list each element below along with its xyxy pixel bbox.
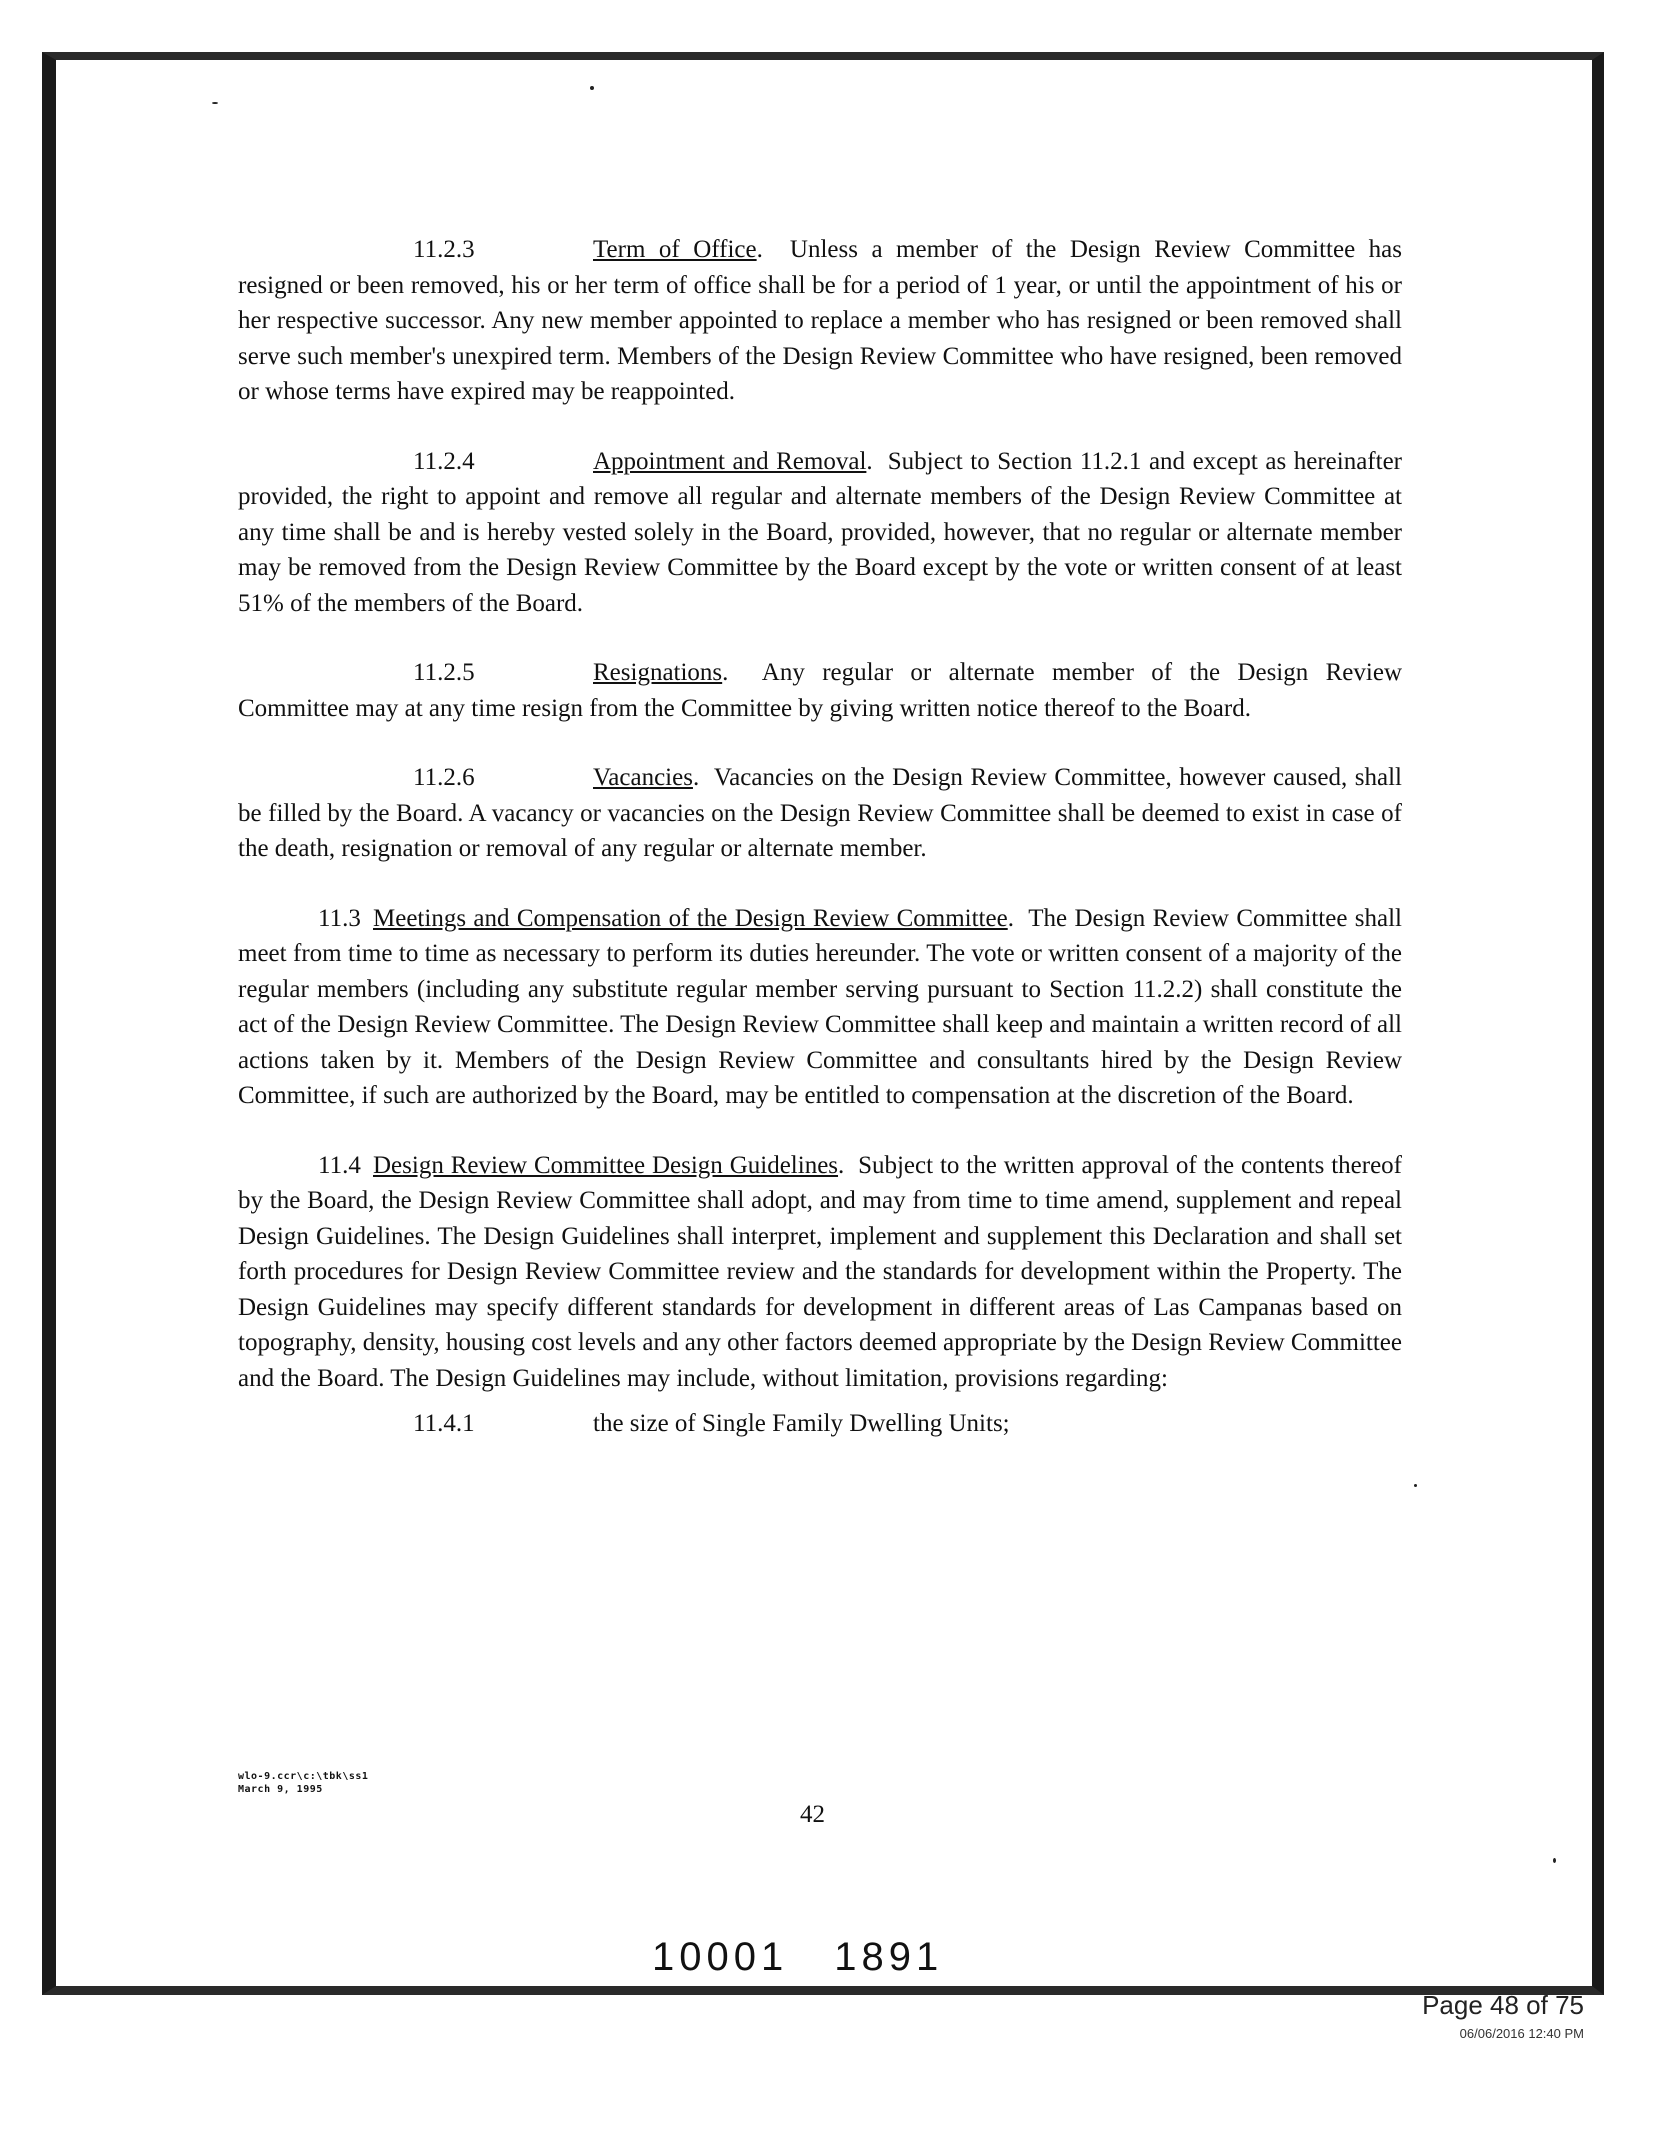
section-body: Vacancies on the Design Review Committee, however caused, shall be filled by the Board. A vacancy or vacancies on the Design Review Committee shall be deemed to exist in case of the death, resignation or removal of any regular or alternate member. [238,764,1402,862]
footer-file-reference [238,1770,368,1796]
section-11-2-3: 11.2.3 Term of Office. Unless a member of the Design Review Committee has resigned or been removed, his or her term of office shall be for a period of 1 year, or until the appointment of his or her respective successor. Any new member appointed to replace a member who has resigned or been removed shall serve such member's unexpired term. Members of the Design Review Committee who have resigned, been removed or whose terms have expired may be reappointed. [238,232,1402,410]
section-body: Subject to Section 11.2.1 and except as hereinafter provided, the right to appoint and remove all regular and alternate members of the Design Review Committee at any time shall be and is hereby vested solely in the Board, provided, however, that no regular or alternate member may be removed from the Design Review Committee by the Board except by the vote or written consent of at least 51% of the members of the Board. [238,447,1402,617]
section-11-4: 11.4 Design Review Committee Design Guidelines. Subject to the written approval of the contents thereof by the Board, the Design Review Committee shall adopt, and may from time to time amend, supplement and repeal Design Guidelines. The Design Guidelines shall interpret, implement and supplement this Declaration and shall set forth procedures for Design Review Committee review and the standards for development within the Property. The Design Guidelines may specify different standards for development in different areas of Las Campanas based on topography, density, housing cost levels and any other factors deemed appropriate by the Design Review Committee and the Board. The Design Guidelines may include, without limitation, provisions regarding: [238,1148,1402,1397]
bates-right: 1891 [834,1935,944,1979]
list-item-text: the size of Single Family Dwelling Units; [593,1410,1010,1437]
footer-date: March 9, 1995 [238,1784,323,1795]
scan-speck [212,102,218,104]
section-number: 11.3 [318,904,361,932]
section-heading: Resignations [593,659,723,686]
section-number: 11.2.4 [413,447,475,475]
section-heading: Design Review Committee Design Guidelines [373,1151,839,1179]
section-heading: Meetings and Compensation of the Design Review Committee [373,904,1008,932]
section-heading: Vacancies [593,764,693,791]
list-item-11-4-1 [238,1406,1402,1442]
viewer-page-indicator: Page 48 of 75 [1422,1990,1584,2020]
scan-speck [1414,1484,1417,1487]
scan-speck [590,86,594,90]
section-heading: Term of Office [593,236,757,263]
document-page-number: 42 [800,1801,825,1828]
section-11-2-4: 11.2.4 Appointment and Removal. Subject to Section 11.2.1 and except as hereinafter provided, the right to appoint and remove all regular and alternate members of the Design Review Committee at any time shall be and is hereby vested solely in the Board, provided, however, that no regular or alternate member may be removed from the Design Review Committee by the Board except by the vote or written consent of at least 51% of the members of the Board. [238,444,1402,622]
section-11-2-6: 11.2.6 Vacancies. Vacancies on the Design Review Committee, however caused, shall be filled by the Board. A vacancy or vacancies on the Design Review Committee shall be deemed to exist in case of the death, resignation or removal of any regular or alternate member. [238,760,1402,867]
section-number: 11.2.5 [413,659,475,686]
section-body: Subject to the written approval of the contents thereof by the Board, the Design Review Committee shall adopt, and may from time to time amend, supplement and repeal Design Guidelines. The Design Guidelines shall interpret, implement and supplement this Declaration and shall set forth procedures for Design Review Committee review and the standards for development within the Property. The Design Guidelines may specify different standards for development in different areas of Las Campanas based on topography, density, housing cost levels and any other factors deemed appropriate by the Design Review Committee and the Board. The Design Guidelines may include, without limitation, provisions regarding: [238,1151,1402,1392]
scan-speck [1553,1858,1556,1863]
viewer-print-timestamp: 06/06/2016 12:40 PM [1459,2026,1584,2041]
section-11-2-5: 11.2.5 Resignations. Any regular or alternate member of the Design Review Committee may at any time resign from the Committee by giving written notice thereof to the Board. [238,655,1402,726]
section-body: Unless a member of the Design Review Committee has resigned or been removed, his or her term of office shall be for a period of 1 year, or until the appointment of his or her respective successor. Any new member appointed to replace a member who has resigned or been removed shall serve such member's unexpired term. Members of the Design Review Committee who have resigned, been removed or whose terms have expired may be reappointed. [238,236,1402,405]
section-number: 11.4 [318,1151,361,1179]
section-heading: Appointment and Removal [593,447,867,475]
bates-stamp [652,1935,989,1980]
section-11-3: 11.3 Meetings and Compensation of the Design Review Committee. The Design Review Committee shall meet from time to time as necessary to perform its duties hereunder. The vote or written consent of a majority of the regular members (including any substitute regular member serving pursuant to Section 11.2.2) shall constitute the act of the Design Review Committee. The Design Review Committee shall keep and maintain a written record of all actions taken by it. Members of the Design Review Committee and consultants hired by the Design Review Committee, if such are authorized by the Board, may be entitled to compensation at the discretion of the Board. [238,901,1402,1114]
section-number: 11.2.6 [413,764,475,791]
section-body: The Design Review Committee shall meet from time to time as necessary to perform its duties hereunder. The vote or written consent of a majority of the regular members (including any substitute regular member serving pursuant to Section 11.2.2) shall constitute the act of the Design Review Committee. The Design Review Committee shall keep and maintain a written record of all actions taken by it. Members of the Design Review Committee and consultants hired by the Design Review Committee, if such are authorized by the Board, may be entitled to compensation at the discretion of the Board. [238,904,1402,1109]
section-number: 11.2.3 [413,236,475,263]
list-item-number: 11.4.1 [413,1410,475,1437]
section-body: Any regular or alternate member of the Design Review Committee may at any time resign from the Committee by giving written notice thereof to the Board. [238,659,1402,722]
bates-left: 10001 [652,1935,789,1979]
document-body [238,232,1402,1442]
footer-file-ref: wlo-9.ccr\c:\tbk\ss1 [238,1771,369,1782]
